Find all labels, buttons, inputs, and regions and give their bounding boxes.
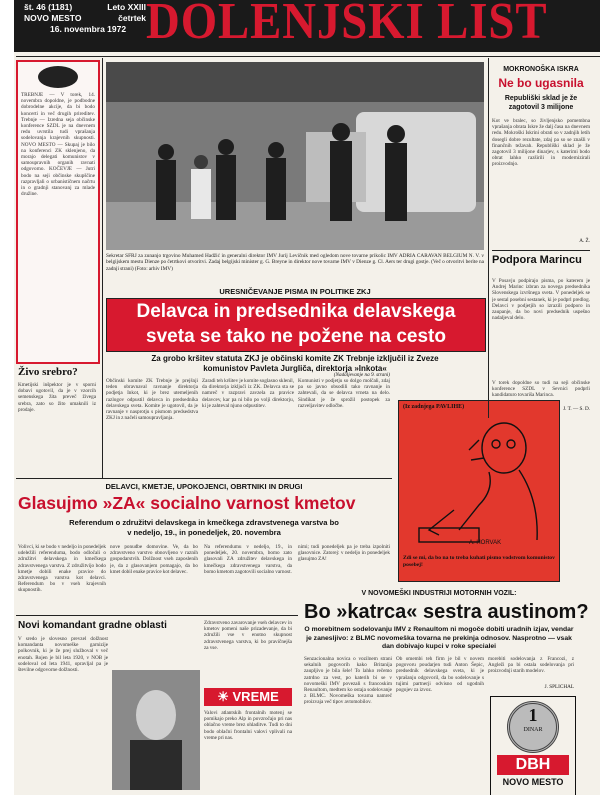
main-story-col-1: Občinski komite ZK Trebnje je prejšnji teden obravnaval ravnanje direktorja podjetja Inkot, ki je brez utemeljenih razlogov odpustil delavca in predsednika delavskega sveta. Komite je ugotovil, da je ravnanje v nasprotju s pismom predsedstva ZKJ in z načeli samoupravljanja.	[106, 378, 198, 422]
dbh-brand: DBH	[497, 755, 569, 775]
iskra-body: Kot ve bralec, so življenjsko pomembna vprašanja obrata Iskre že dalj časa na dnevnem redu. Mokroški Iskrini obrati so v zadnjih letih dosegli dobre rezultate, zdaj pa so se znašli v finančnih težavah. Republiški sklad je že zagotovil 3 milijone dinarjev, s katerimi bodo obrat lahko razširili in modernizirali proizvodnjo.	[492, 118, 590, 168]
sun-icon: ☀	[217, 689, 233, 704]
main-story-continued: (Nadaljevanje na 9. strani)	[333, 372, 390, 378]
main-headline-line-1: Delavca in predsednika delavskega	[136, 301, 456, 322]
iskra-subhead: Republiški sklad je že zagotovil 3 milijone	[504, 95, 578, 111]
vreme-logo	[204, 688, 292, 706]
referendum-subhead-2: v nedeljo, 19., in ponedeljek, 20. novembra	[127, 528, 281, 537]
weekday: četrtek	[118, 13, 146, 23]
marinc-text-2: V torek dopoldne so tudi na seji občinske konference SZDL v Sevnici podprli kandidaturo tovariša Marinca.	[492, 380, 590, 399]
main-subhead-line-2: komunistov Pavleta Jurgliča, direktorja »Inkota«	[203, 364, 387, 373]
column-rule	[488, 58, 489, 418]
portrait-illustration	[112, 670, 200, 790]
iskra-headline: Ne bo ugasnila	[498, 76, 584, 90]
section-rule	[16, 478, 392, 479]
brief-kicker-text: Kmetijski inšpektor je v sporni dobavi ugotovil, da je v vzorcih semenskega žita preveč živega srebra, zato so žito umaknili iz prodaje.	[18, 382, 96, 413]
komandant-portrait	[112, 670, 200, 790]
imv-col-3: morebiti sodelovanja z Francozi, z Angleži pa bi ostala sodelovanja pri proizvodnji starih modelov.	[488, 656, 574, 675]
brief-text: TREBNJE — V torek, 14. novembra dopoldne, je podbodne dobrodelne akcije, da bi bodo koncerti in več drugih prireditev. Trebnje — Izredna seja občinske konference SZDL je na dnevnem redu uvrstila tudi vprašanja sodelovanja krajevnih skupnosti. NOVO MESTO — Skupaj je bilo na konferenci ZK sklenjeno, da morajo delegati komunistov v samoupravnih organih ravnati odgovorno. KOČEVJE — Jutri bodo na seji občinske skupščine razpravljali o urbanističnem načrtu in o gradnji stanovanj za mlade družine.	[21, 92, 95, 198]
main-kicker: URESNIČEVANJE PISMA IN POLITIKE ZKJ	[219, 287, 371, 296]
cartoon-drawing	[399, 410, 557, 550]
marinc-text: V Posavju podpirajo pisma, po katerem je Andrej Marinc izbran za novega predsednika Slovenskega izvršnega sveta. V ponedeljek se je sestal posebni sestanek, ki je podprl predlog. Delavci v podjetjih so izrazili podporo in zaupanje, da bo novi predsednik uspešno nadaljeval delo.	[492, 278, 590, 322]
iskra-signature: A. Ž.	[579, 238, 590, 244]
vreme-label: VREME	[232, 689, 279, 704]
imv-col-2: Ob omembi teh firm je bil v novem pogovoru poudarjen tudi Anton Šepic, predsednik delavskega sveta, ki je vprašanju odgovoril, da bo sodelovanje s tujimi partnerji odvisno od ugodnih pogojev za izvoz.	[396, 656, 484, 694]
referendum-col-1: nove ponudbe domovine. Ve, da bo zdravstveno varstvo obnovljeno v raznih gospodarstvih. Dolžnost vseh zaposlenih je, da z glasovanjem pomagajo, da bo kmet dobil enake pravice kot delavec.	[110, 544, 198, 575]
cartoon-caption: Zdi se mi, da bo na to treba kuhati pismo vodstvom komunistov posebej!	[403, 555, 555, 568]
volume-year: Leto XXIII	[107, 2, 146, 12]
newspaper-page	[14, 0, 600, 795]
dbh-city: NOVO MESTO	[502, 777, 564, 787]
left-lower-text: Volivci, ki se bodo v nedeljo in ponedeljek udeležili referenduma, bodo odločali o združitvi delavskega in kmečkega zdravstvenega varstva. Z združitvijo bodo kmetje dobili enake pravice do zdravstvenega varstva kot delavci. Referendum bo v vseh krajevnih skupnostih.	[18, 544, 106, 594]
cartoon-signature: A. HORVAK	[469, 540, 502, 546]
vreme-text: Valovi atlantskih frontalnih motenj se pomikajo preko Alp in povzročajo pri nas oblačno vreme brez ohladitve. Tudi to dni bodo oblačni frontalni valovi vplivali na vreme pri nas.	[204, 710, 292, 741]
imv-deck: O morebitnem sodelovanju IMV z Renaultom ni mogoče dobiti uradnih izjav, vendar je zanesljivo: z BLMC novomeška tovarna ne prekinja odnosov. Nasprotno — vsak dan dobivajo kupci v roke specialei	[304, 626, 574, 651]
referendum-headline: Glasujmo »ZA« socialno varnost kmetov	[18, 493, 356, 513]
coin-label: DINAR	[523, 727, 543, 733]
brief-kicker: Živo srebro?	[18, 366, 78, 378]
photo-caption: Sekretar SFRJ za zunanjo trgovino Muhamed Hadžić in generalni direktor IMV Jurij Levičnik med ogledom nove tovarne prikolic IMV ADRIA CARAVAN BELGIUM N. V. v belgijskem mestu Dienze po četrtkovi otvoritvi. Zadaj belgijski minister g. G. Breyne in direktor nove tovarne IMV v Dienze g. Cl. Aers ter drugi gostje. (Več o otvoritvi berite na zadnji strani) (Foto: arhiv IMV)	[106, 253, 484, 272]
main-headline-line-2: sveta se tako ne požene na cesto	[146, 326, 446, 347]
komandant-text: V sredo je slovesno prevzel dolžnost komandanta novomeške garnizije polkovnik, ki je že prej služboval v več enotah. Rojen je bil leta 1920, v NOB je sodeloval od leta 1941, opravljal pa je številne odgovorne dolžnosti.	[18, 636, 108, 674]
masthead	[14, 0, 600, 52]
main-headline-box	[106, 298, 486, 352]
imv-col-1: Senzacionalna novica o vozilnem strani sekalnih pogovorih kako Britanija zaupljivo je bila šele! To lahko rečemo zatrdno za vest, po katerih bi se v novomeški IMV povezali s francoskim Renaultom, medtem ko ostaja sodelovanje z BLMC. Novomeška tovarna namreč proizvaja več tipov avtomobilov.	[304, 656, 392, 706]
main-subhead-line-1: Za grobo kršitev statuta ZKJ je občinski komite ZK Trebnje izključil iz Zveze	[151, 354, 439, 363]
coin-icon	[507, 701, 559, 753]
coin-value: 1	[528, 705, 538, 725]
main-story-col-3: Komunisti v podjetju so dolgo molčali, zdaj pa so javno obsodili tako ravnanje in zahtevali, da se delavca vrneta na delo. Sindikat je že sprožil postopek za razveljavitev odločbe.	[298, 378, 390, 409]
left-brief-box	[16, 60, 100, 364]
mid-col-text-1: Zdravstveno zavarovanje vseh delavcev in kmetov pomeni naše prizadevanje, da bi združili vse v enotno skupnost zdravstvenega varstva, ki bo pravičnejša za vse.	[204, 620, 292, 651]
newspaper-title: DOLENJSKI LIST	[146, 0, 548, 50]
imv-kicker: V NOVOMEŠKI INDUSTRIJI MOTORNIH VOZIL:	[361, 590, 517, 597]
imv-signature: J. SPLICHAL	[544, 684, 574, 690]
section-rule	[16, 56, 600, 57]
imv-headline: Bo »katrca« sestra austinom?	[304, 601, 589, 623]
city-name: NOVO MESTO	[24, 13, 82, 23]
iskra-kicker: MOKRONOŠKA ISKRA	[503, 66, 579, 73]
cartoon-box	[398, 400, 560, 582]
referendum-kicker: DELAVCI, KMETJE, UPOKOJENCI, OBRTNIKI IN DRUGI	[105, 482, 303, 491]
main-story-col-2: Zaradi teh kršitev je komite soglasno sklenil, da direktorja izključi iz ZK. Delavca sta se namreč v razpravi zavzela za pravice delavcev, kar pa ni bilo po volji direktorju, ki je zahteval njuno odpustitev.	[202, 378, 294, 409]
brief-logo-icon	[38, 66, 78, 88]
issue-number: št. 46 (1181)	[24, 2, 73, 12]
issue-date: 16. novembra 1972	[50, 24, 127, 34]
cartoon-source: (Iz zadnjega PAVLIHE)	[403, 404, 465, 410]
dbh-ad	[490, 696, 576, 795]
referendum-col-2: Na referendumu v nedeljo, 19., in ponedeljek, 20. novembra, bomo zato glasovali ZA združitev delavskega in kmečkega zdravstvenega varstva, da bomo kmetom zagotovili socialno varnost.	[204, 544, 292, 575]
marinc-signature: J. T. — S. D.	[563, 406, 590, 412]
section-rule	[16, 615, 298, 616]
photo-illustration	[106, 62, 484, 250]
top-photo	[106, 62, 484, 250]
marinc-headline: Podpora Marincu	[492, 254, 582, 266]
column-rule	[102, 58, 103, 478]
referendum-subhead-1: Referendum o združitvi delavskega in kmečkega zdravstvenega varstva bo	[69, 518, 339, 527]
komandant-headline: Novi komandant gradne oblasti	[18, 620, 167, 631]
referendum-col-3: nimi; tudi ponedeljek pa je treba izpolniti glasovnice. Zatorej: v nedeljo in ponedeljek glasujmo ZA!	[298, 544, 390, 563]
